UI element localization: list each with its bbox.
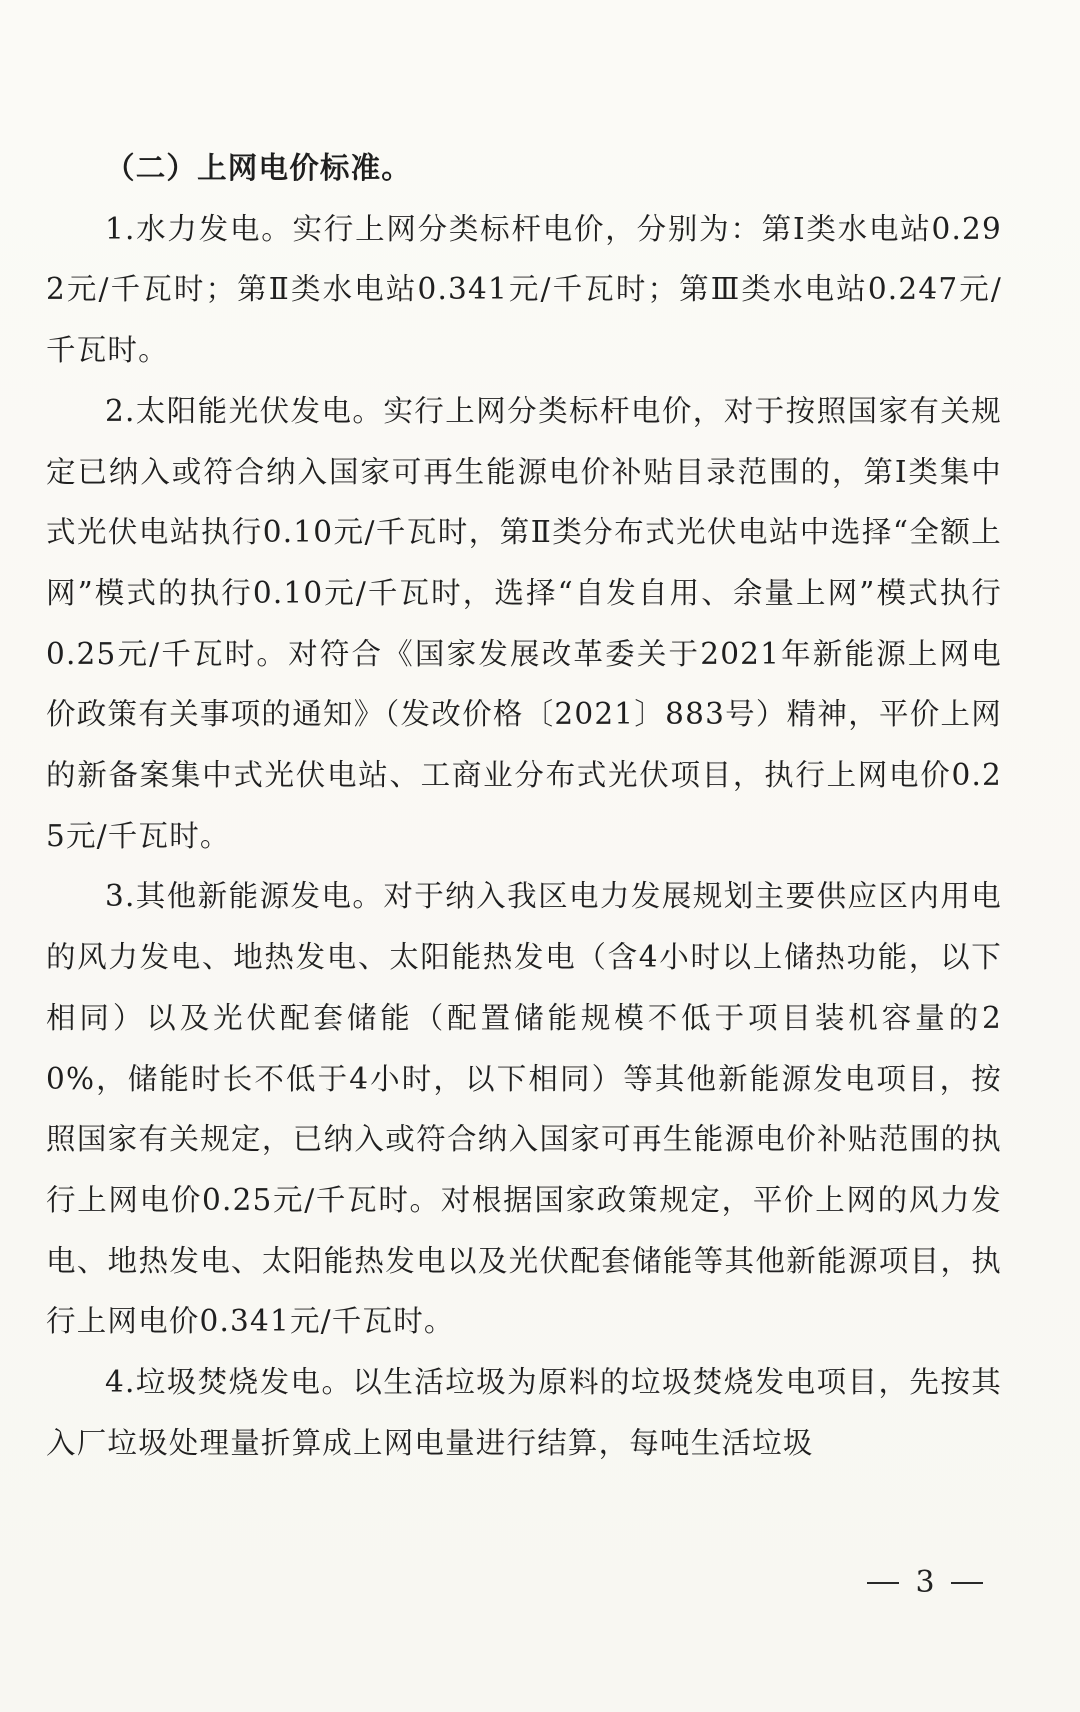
section-heading: （二）上网电价标准。 <box>105 150 413 185</box>
page-number <box>850 1562 1000 1602</box>
document-body <box>46 138 1002 1473</box>
page-number-text: 3 <box>915 1564 935 1600</box>
paragraph-hydropower: 1.水力发电。实行上网分类标杆电价，分别为：第Ⅰ类水电站0.292元/千瓦时；第Ⅱ类水电站0.341元/千瓦时；第Ⅲ类水电站0.247元/千瓦时。 <box>46 211 1002 368</box>
paragraph-solar-pv: 2.太阳能光伏发电。实行上网分类标杆电价，对于按照国家有关规定已纳入或符合纳入国家可再生能源电价补贴目录范围的，第Ⅰ类集中式光伏电站执行0.10元/千瓦时，第Ⅱ类分布式光伏电站中选择“全额上网”模式的执行0.10元/千瓦时，选择“自发自用、余量上网”模式执行0.25元/千瓦时。对符合《国家发展改革委关于2021年新能源上网电价政策有关事项的通知》（发改价格〔2021〕883号）精神，平价上网的新备案集中式光伏电站、工商业分布式光伏项目，执行上网电价0.25元/千瓦时。 <box>46 393 1002 853</box>
left-dash <box>867 1582 899 1584</box>
paragraph-other-new-energy: 3.其他新能源发电。对于纳入我区电力发展规划主要供应区内用电的风力发电、地热发电、太阳能热发电（含4小时以上储热功能，以下相同）以及光伏配套储能（配置储能规模不低于项目装机容量的20%，储能时长不低于4小时，以下相同）等其他新能源发电项目，按照国家有关规定，已纳入或符合纳入国家可再生能源电价补贴范围的执行上网电价0.25元/千瓦时。对根据国家政策规定，平价上网的风力发电、地热发电、太阳能热发电以及光伏配套储能等其他新能源项目，执行上网电价0.341元/千瓦时。 <box>46 879 1002 1339</box>
paragraph-waste-incineration: 4.垃圾焚烧发电。以生活垃圾为原料的垃圾焚烧发电项目，先按其入厂垃圾处理量折算成上网电量进行结算，每吨生活垃圾 <box>46 1365 1002 1460</box>
right-dash <box>951 1582 983 1584</box>
